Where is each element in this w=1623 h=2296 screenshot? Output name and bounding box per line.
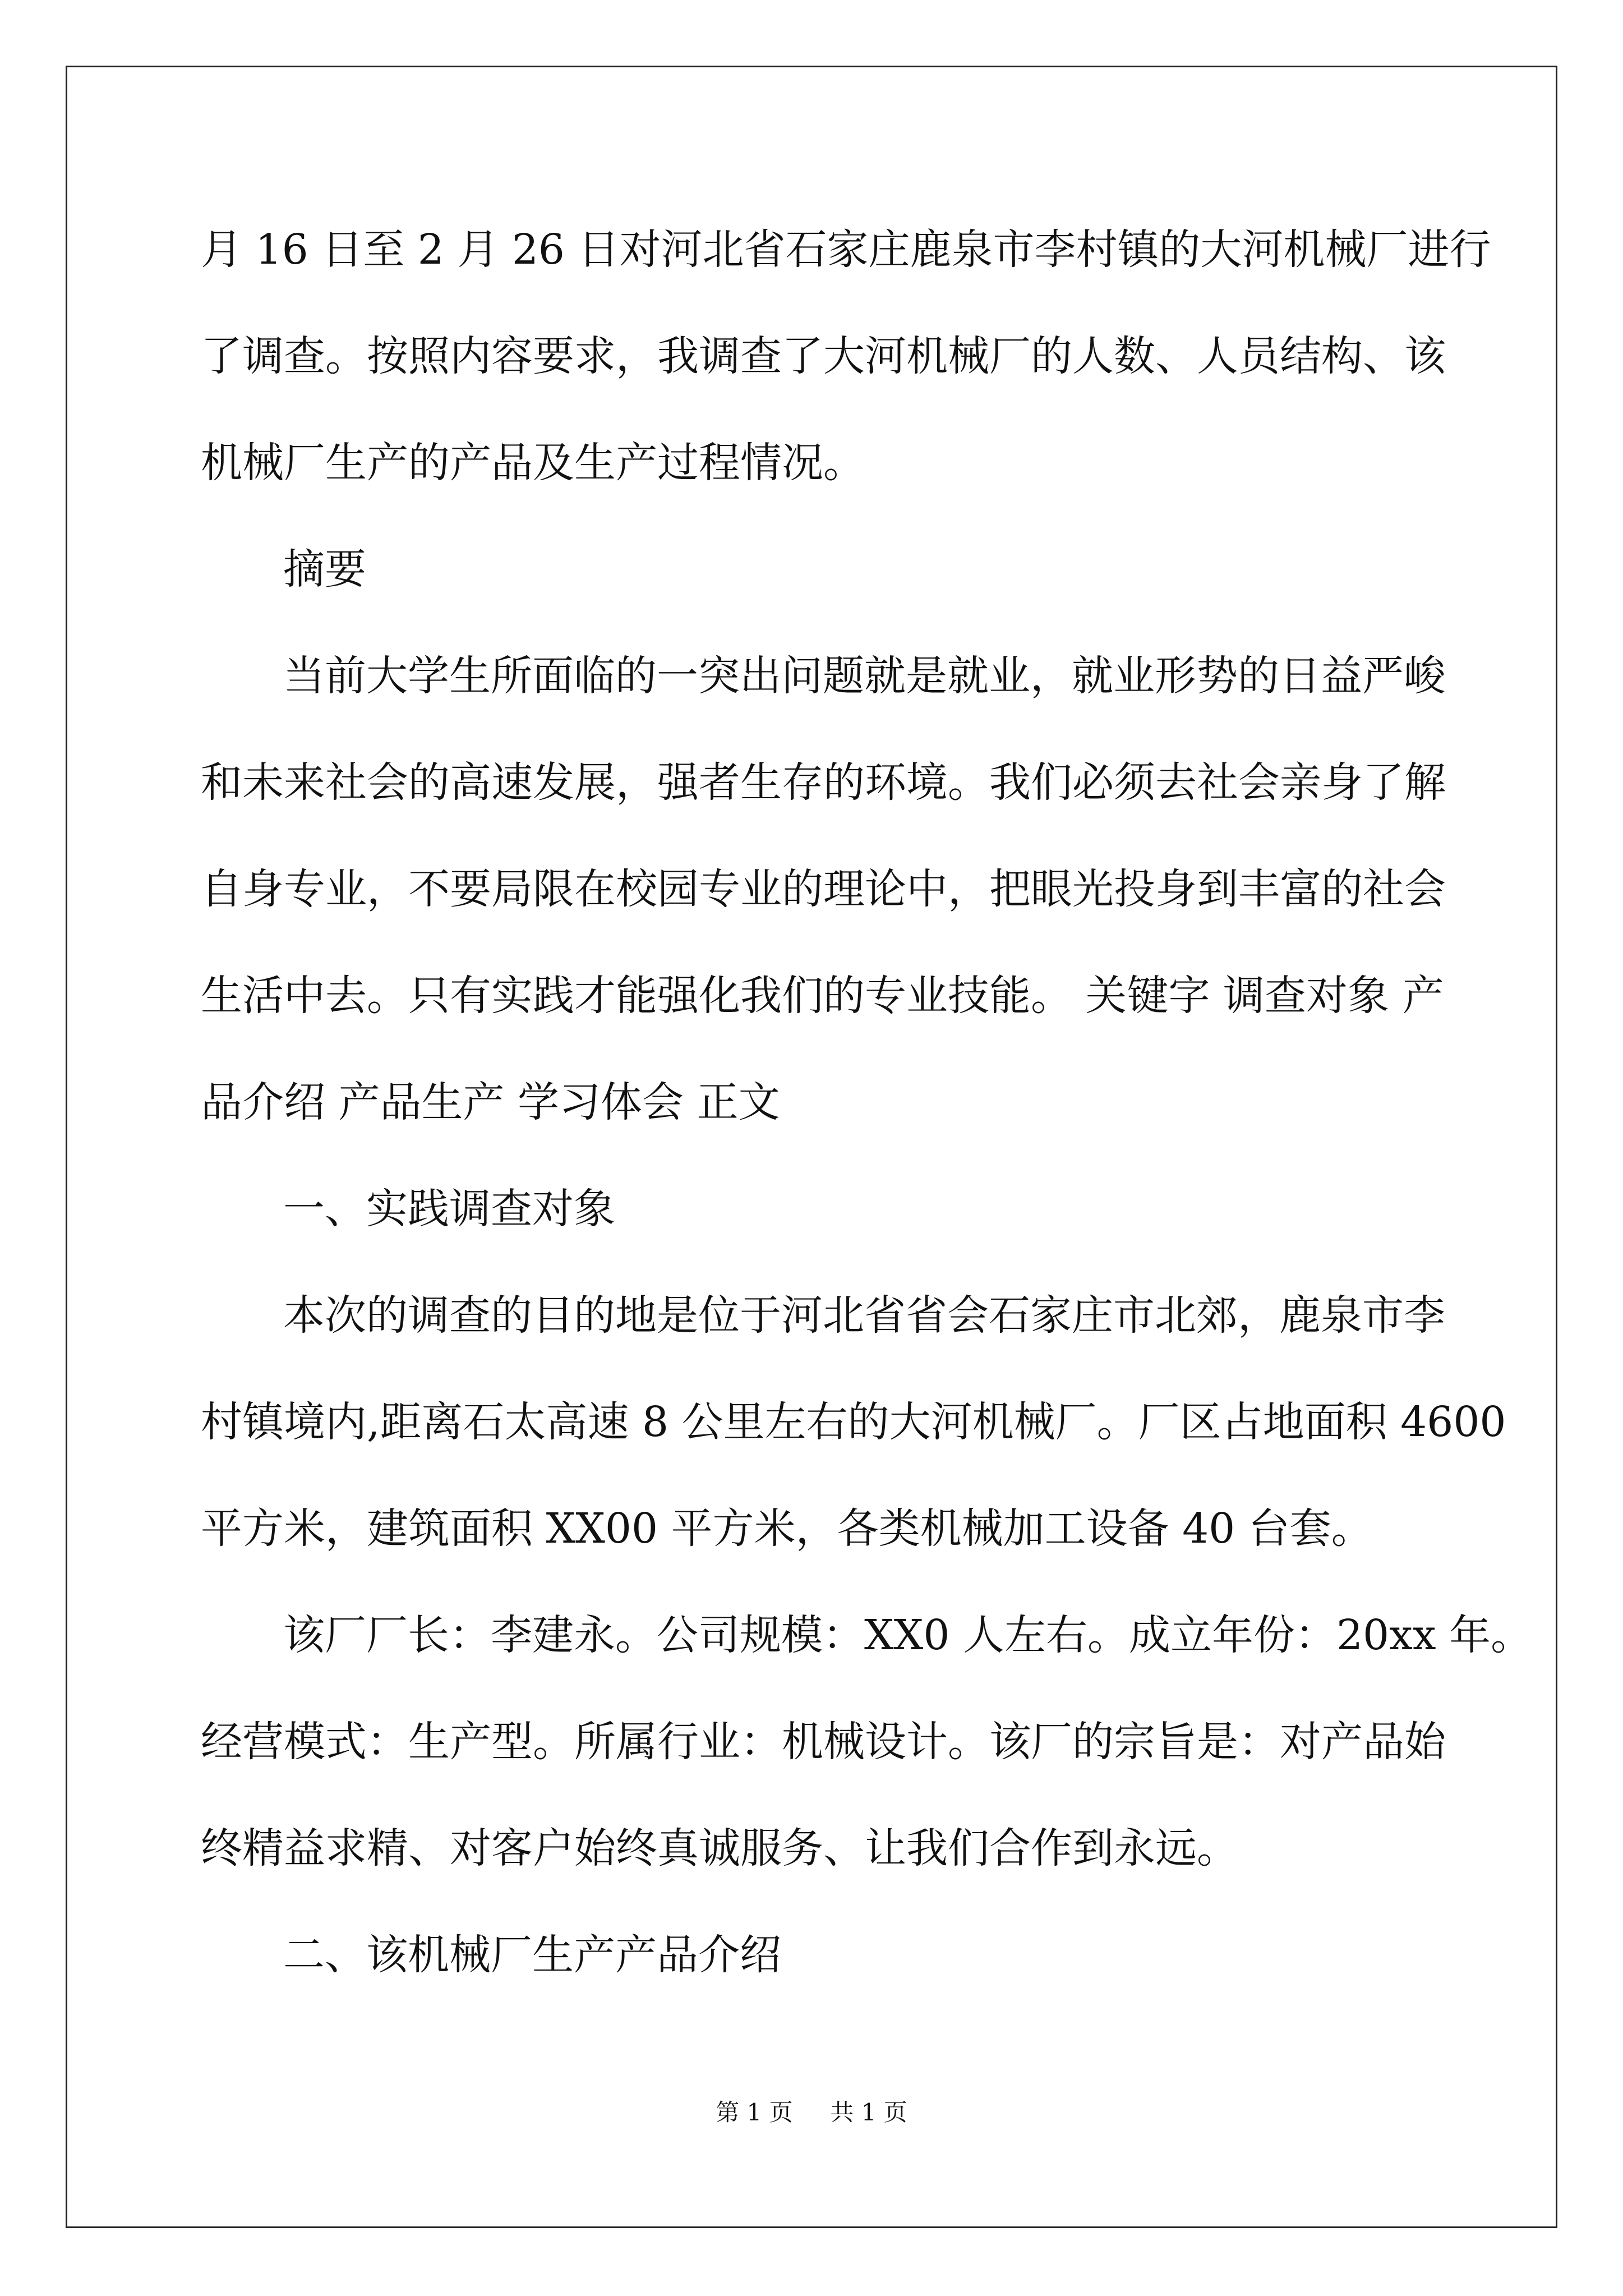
page-total: 共 1 页 xyxy=(830,2099,907,2126)
paragraph-line: 品介绍 产品生产 学习体会 正文 xyxy=(201,1078,780,1126)
page-border xyxy=(66,66,1557,2228)
page-footer xyxy=(0,2101,1623,2124)
paragraph-line: 本次的调查的目的地是位于河北省省会石家庄市北郊，鹿泉市李 xyxy=(283,1291,1445,1340)
page-number: 第 1 页 xyxy=(716,2099,793,2126)
paragraph-line: 该厂厂长：李建永。公司规模：XX0 人左右。成立年份：20xx 年。 xyxy=(283,1611,1533,1659)
section-heading-abstract: 摘要 xyxy=(283,545,366,593)
paragraph-line: 了调查。按照内容要求，我调查了大河机械厂的人数、人员结构、该 xyxy=(201,332,1446,380)
paragraph-line: 村镇境内,距离石太高速 8 公里左右的大河机械厂。厂区占地面积 4600 xyxy=(201,1398,1506,1446)
paragraph-line: 自身专业，不要局限在校园专业的理论中，把眼光投身到丰富的社会 xyxy=(201,865,1446,913)
section-heading-2: 二、该机械厂生产产品介绍 xyxy=(283,1931,781,1979)
paragraph-line: 月 16 日至 2 月 26 日对河北省石家庄鹿泉市李村镇的大河机械厂进行 xyxy=(201,226,1491,274)
paragraph-line: 生活中去。只有实践才能强化我们的专业技能。 关键字 调查对象 产 xyxy=(201,972,1444,1020)
paragraph-line: 终精益求精、对客户始终真诚服务、让我们合作到永远。 xyxy=(201,1824,1238,1872)
paragraph-line: 经营模式：生产型。所属行业：机械设计。该厂的宗旨是：对产品始 xyxy=(201,1718,1446,1766)
paragraph-line: 平方米，建筑面积 XX00 平方米，各类机械加工设备 40 台套。 xyxy=(201,1504,1373,1553)
paragraph-line: 和未来社会的高速发展，强者生存的环境。我们必须去社会亲身了解 xyxy=(201,758,1446,807)
paragraph-line: 机械厂生产的产品及生产过程情况。 xyxy=(201,439,865,487)
section-heading-1: 一、实践调查对象 xyxy=(283,1185,615,1233)
paragraph-line: 当前大学生所面临的一突出问题就是就业，就业形势的日益严峻 xyxy=(283,652,1445,700)
